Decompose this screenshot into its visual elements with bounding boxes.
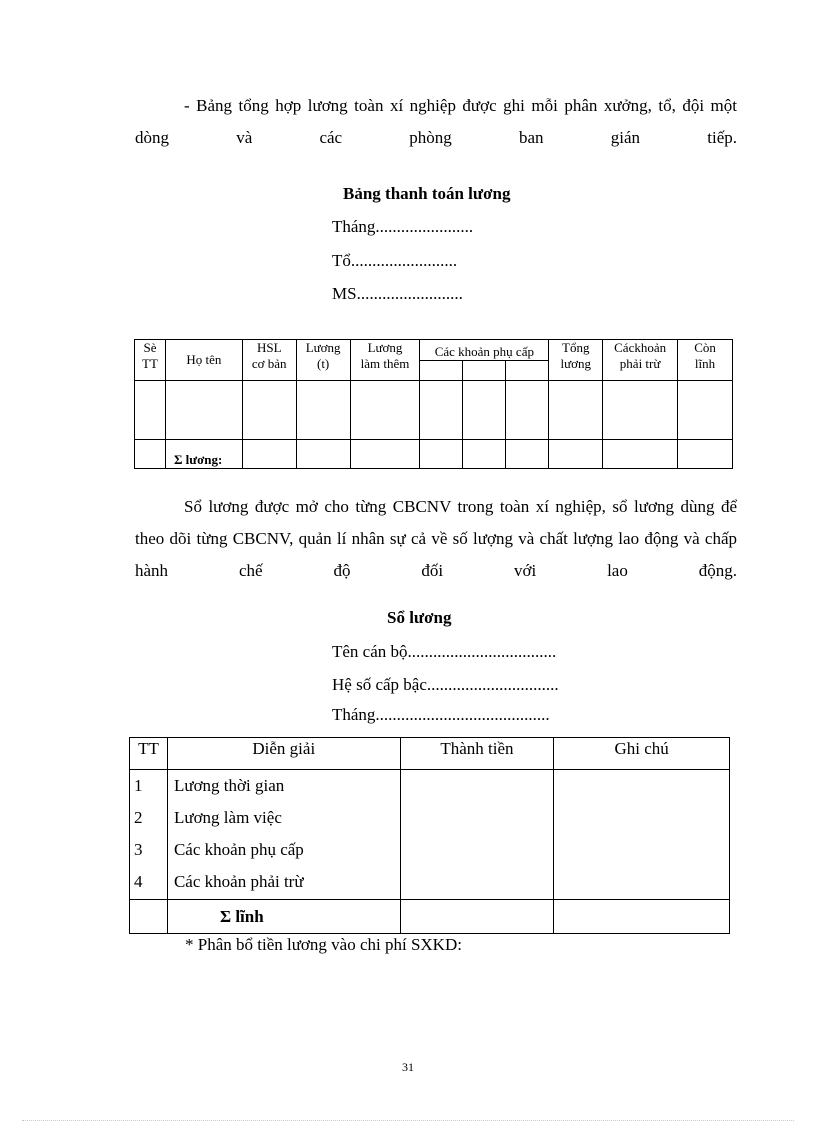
- payroll-ms-field: MS.........................: [332, 284, 463, 303]
- ledger-description-cell: [167, 770, 400, 900]
- ledger-header-description: Diễn giải: [167, 738, 400, 770]
- ledger-table: [129, 737, 730, 934]
- allowance-subcol-1: [420, 361, 463, 381]
- allowance-subcol-3: [506, 361, 549, 381]
- ledger-row-desc: Các khoản phải trừ: [173, 872, 304, 891]
- payroll-table-title: Bảng thanh toán lương: [343, 184, 511, 203]
- page-number: 31: [402, 1060, 414, 1074]
- ledger-header-amount: Thành tiền: [400, 738, 554, 770]
- ledger-header-notes: Ghi chú: [554, 738, 730, 770]
- ledger-row-tt: 3: [134, 840, 143, 859]
- ledger-title: Sổ lương: [387, 608, 452, 627]
- ledger-row-desc: Lương làm việc: [173, 808, 282, 827]
- footer-divider: [22, 1120, 794, 1121]
- ledger-row-tt: 4: [134, 872, 143, 891]
- header-hsl: HSL cơ bản: [242, 340, 296, 381]
- ledger-staff-name-field: Tên cán bộ...................................: [332, 642, 557, 661]
- payroll-sum-label: Σ lương:: [165, 440, 242, 469]
- header-salary: Lương (t): [296, 340, 350, 381]
- header-allowances: Các khoản phụ cấp: [420, 340, 549, 361]
- ledger-amount-cell: [400, 770, 554, 900]
- ledger-row-tt: 1: [134, 776, 143, 795]
- ledger-row-desc: Các khoản phụ cấp: [173, 840, 304, 859]
- ledger-total-label: Σ lĩnh: [167, 900, 400, 934]
- payroll-team-field: Tổ.........................: [332, 251, 458, 270]
- paragraph-wage-summary: - Bảng tổng hợp lương toàn xí nghiệp được ghi mỗi phân xưởng, tổ, đội một dòng và các phòng ban gián tiếp.: [135, 96, 737, 147]
- ledger-tt-cell: [130, 770, 168, 900]
- header-stt: Sè TT: [135, 340, 166, 381]
- payroll-data-row: [135, 381, 733, 440]
- paragraph-ledger-description: Sổ lương được mở cho từng CBCNV trong toàn xí nghiệp, sổ lương dùng để theo dõi từng CBCNV, quản lí nhân sự cả về số lượng và chất lượng lao động và chấp hành chế độ đối với lao động.: [135, 497, 737, 580]
- payroll-sum-row: [135, 440, 733, 469]
- header-deductions: Cáckhoản phải trừ: [603, 340, 678, 381]
- header-total: Tổng lương: [549, 340, 603, 381]
- ledger-notes-cell: [554, 770, 730, 900]
- header-overtime: Lương làm thêm: [350, 340, 420, 381]
- allocation-note: * Phân bổ tiền lương vào chi phí SXKD:: [185, 935, 462, 954]
- ledger-grade-coefficient-field: Hệ số cấp bậc...............................: [332, 675, 559, 694]
- payroll-month-field: Tháng.......................: [332, 217, 474, 236]
- ledger-month-field: Tháng.........................................: [332, 705, 550, 724]
- header-remaining: Còn lĩnh: [678, 340, 733, 381]
- payroll-table: [134, 339, 733, 469]
- header-name: Họ tên: [165, 340, 242, 381]
- ledger-row-desc: Lương thời gian: [173, 776, 285, 795]
- ledger-header-tt: TT: [130, 738, 168, 770]
- allowance-subcol-2: [463, 361, 506, 381]
- ledger-row-tt: 2: [134, 808, 143, 827]
